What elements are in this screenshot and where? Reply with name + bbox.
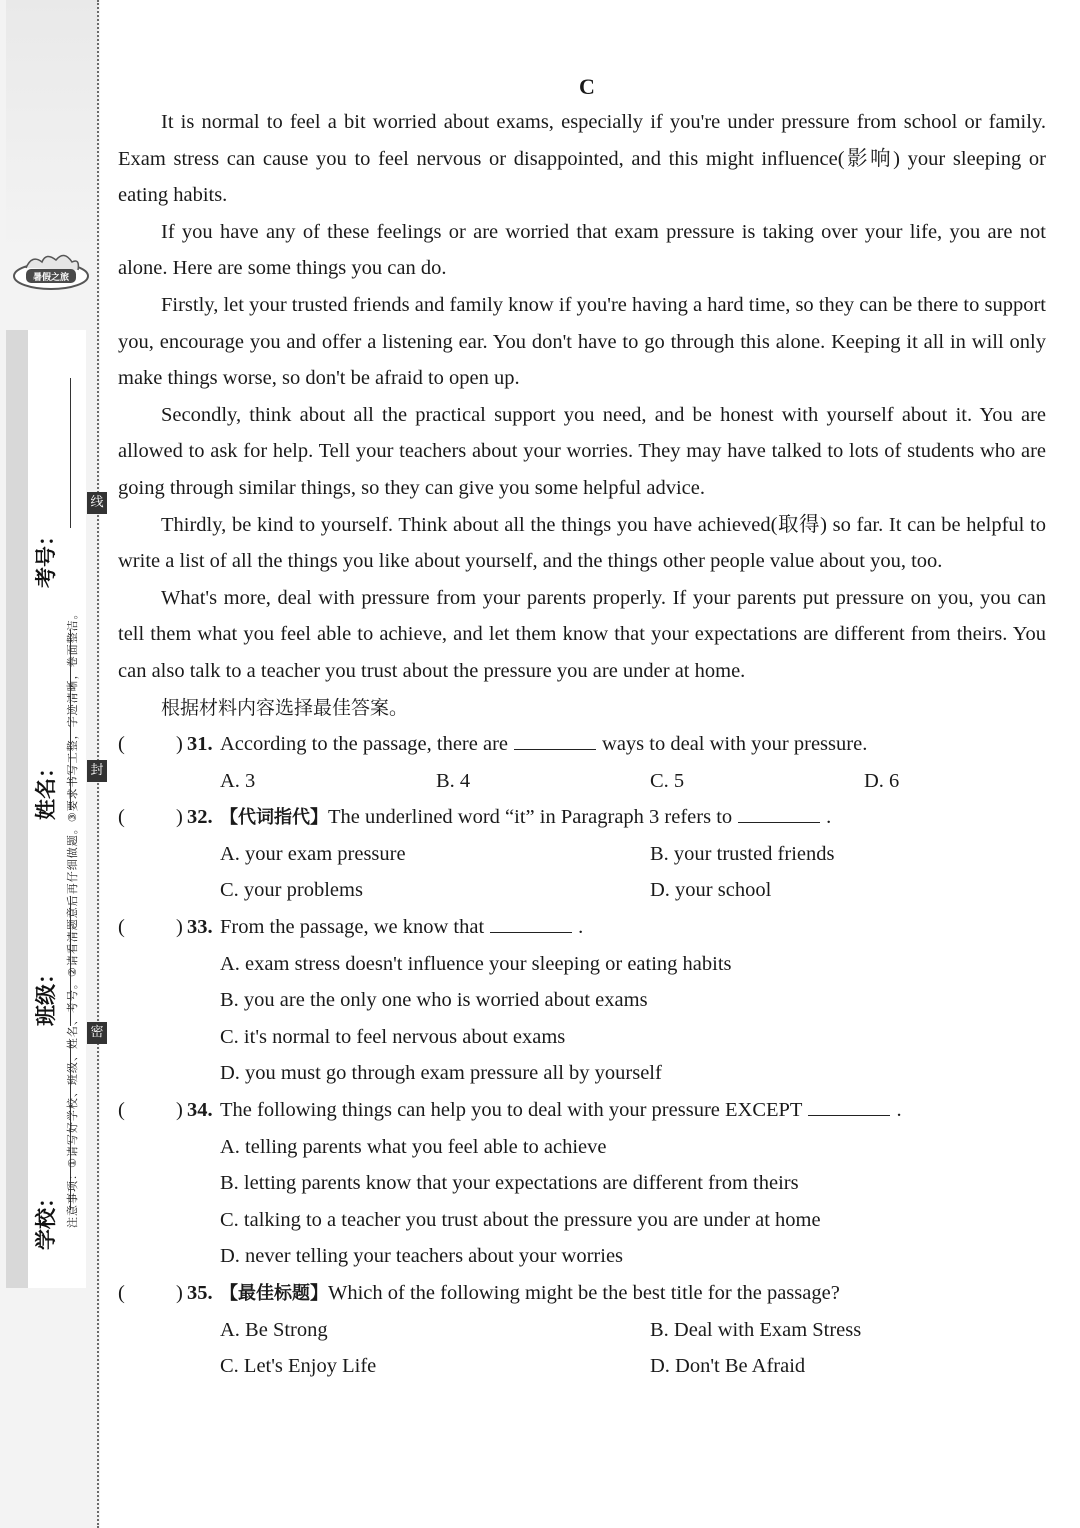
options-row xyxy=(118,1238,1046,1275)
stem-text: From the passage, we know that xyxy=(220,916,485,939)
question-35 xyxy=(118,1275,1046,1312)
option-b[interactable]: B. 4 xyxy=(436,769,471,792)
question-instruction: 根据材料内容选择最佳答案。 xyxy=(161,696,409,719)
answer-bracket-close: ) xyxy=(176,916,183,939)
seal-tag-seal: 封 xyxy=(87,760,107,782)
stem-text-after: . xyxy=(578,916,584,939)
exam-number-label: 考号： xyxy=(34,525,58,588)
stem-text-after: ways to deal with your pressure. xyxy=(602,733,868,756)
option-c[interactable]: C. it's normal to feel nervous about exams xyxy=(220,1025,566,1048)
stem-text-after: . xyxy=(896,1099,902,1122)
option-d[interactable]: D. 6 xyxy=(864,769,900,792)
option-b[interactable]: B. you are the only one who is worried about exams xyxy=(220,989,648,1012)
options-row xyxy=(118,946,1046,983)
passage-paragraph-2: If you have any of these feelings or are worried that exam pressure is taking over your life, you are not alone. Here are some things you can do. xyxy=(118,220,1046,280)
answer-blank[interactable] xyxy=(808,1093,890,1116)
passage-paragraph-1: It is normal to feel a bit worried about exams, especially if you're under pressure from school or family. Exam stress can cause you to feel nervous or disappointed, and this might influence(影响) your sleeping or eating habits. xyxy=(118,111,1046,207)
question-number: 34. xyxy=(187,1099,213,1122)
option-a[interactable]: A. your exam pressure xyxy=(220,842,406,865)
instructions-notes xyxy=(64,1210,80,1228)
school-label: 学校： xyxy=(34,1187,58,1250)
option-c[interactable]: C. your problems xyxy=(220,879,363,902)
options-row xyxy=(118,872,1046,909)
option-d[interactable]: D. never telling your teachers about your worries xyxy=(220,1245,624,1268)
options-row xyxy=(118,1312,1046,1349)
question-34 xyxy=(118,1092,1046,1129)
options-row xyxy=(118,836,1046,873)
stem-text-after: . xyxy=(826,806,832,829)
class-label: 班级： xyxy=(34,963,58,1026)
class-field[interactable] xyxy=(30,963,70,1206)
option-b[interactable]: B. Deal with Exam Stress xyxy=(650,1318,862,1341)
question-31 xyxy=(118,726,1046,763)
option-d[interactable]: D. you must go through exam pressure all by yourself xyxy=(220,1062,662,1085)
question-stem xyxy=(220,1275,840,1313)
option-c[interactable]: C. 5 xyxy=(650,769,685,792)
answer-blank[interactable] xyxy=(738,800,820,823)
exam-number-line xyxy=(70,378,71,528)
question-stem xyxy=(220,1092,902,1129)
options-row xyxy=(118,1202,1046,1239)
logo-text: 暑假之旅 xyxy=(32,273,70,283)
question-32 xyxy=(118,799,1046,836)
question-type-tag: 【最佳标题】 xyxy=(220,1283,328,1304)
passage-paragraph-3: Firstly, let your trusted friends and family know if you're having a hard time, so they can be there to support you, encourage you and offer a listening ear. You don't have to go through this alone. Keeping it all in will only make things worse, so don't be afraid to open up. xyxy=(118,293,1046,390)
option-b[interactable]: B. letting parents know that your expectations are different from theirs xyxy=(220,1172,799,1195)
stem-text: The underlined word “it” in Paragraph 3 refers to xyxy=(328,806,733,829)
answer-bracket-close: ) xyxy=(176,733,183,756)
option-a[interactable]: A. Be Strong xyxy=(220,1318,328,1341)
options-row xyxy=(118,763,1046,800)
question-number: 35. xyxy=(187,1282,213,1304)
options-row xyxy=(118,1019,1046,1056)
option-d[interactable]: D. Don't Be Afraid xyxy=(650,1355,806,1378)
options-row xyxy=(118,1348,1046,1385)
options-row xyxy=(118,1055,1046,1092)
margin-gray-band xyxy=(6,330,28,1288)
stem-text: Which of the following might be the best title for the passage? xyxy=(328,1282,840,1304)
option-a[interactable]: A. 3 xyxy=(220,769,256,792)
option-a[interactable]: A. telling parents what you feel able to achieve xyxy=(220,1135,607,1158)
question-type-tag: 【代词指代】 xyxy=(220,807,328,829)
question-stem xyxy=(220,909,583,946)
answer-bracket-open[interactable]: ( xyxy=(118,806,125,829)
margin-top-shade xyxy=(6,0,98,250)
seal-tag-secret: 密 xyxy=(87,1022,107,1044)
answer-blank[interactable] xyxy=(490,910,572,933)
question-33 xyxy=(118,909,1046,946)
school-field[interactable] xyxy=(30,1187,70,1430)
question-number: 32. xyxy=(187,806,213,829)
section-title: C xyxy=(579,74,595,99)
answer-bracket-close: ) xyxy=(176,1282,183,1304)
option-c[interactable]: C. Let's Enjoy Life xyxy=(220,1355,377,1378)
passage-paragraph-4: Secondly, think about all the practical support you need, and be honest with yourself about it. You are allowed to ask for help. Tell your teachers about your worries. They may have talked to lots of students who are going through similar things, so they can give you some helpful advice. xyxy=(118,403,1046,499)
question-number: 33. xyxy=(187,916,213,939)
option-c[interactable]: C. talking to a teacher you trust about the pressure you are under at home xyxy=(220,1208,821,1231)
answer-bracket-open[interactable]: ( xyxy=(118,1099,125,1122)
exam-number-field[interactable] xyxy=(30,525,70,708)
name-label: 姓名： xyxy=(34,757,58,820)
question-stem xyxy=(220,726,867,763)
question-stem xyxy=(220,799,831,837)
answer-bracket-close: ) xyxy=(176,806,183,829)
option-a[interactable]: A. exam stress doesn't influence your sleeping or eating habits xyxy=(220,952,732,975)
stem-text: According to the passage, there are xyxy=(220,733,509,756)
answer-bracket-open[interactable]: ( xyxy=(118,733,125,756)
summer-journey-logo xyxy=(12,248,90,292)
options-row xyxy=(118,1129,1046,1166)
passage-paragraph-6: What's more, deal with pressure from your parents properly. If your parents put pressure on you, you can tell them what you feel able to achieve, and let them know that your expectations are different from theirs. You can also talk to a teacher you trust about the pressure you are under at home. xyxy=(118,586,1046,682)
answer-blank[interactable] xyxy=(514,727,596,750)
options-row xyxy=(118,982,1046,1019)
options-row xyxy=(118,1165,1046,1202)
option-b[interactable]: B. your trusted friends xyxy=(650,842,835,865)
answer-bracket-open[interactable]: ( xyxy=(118,1282,125,1304)
worksheet-content xyxy=(118,70,1046,1385)
stem-text: The following things can help you to deal with your pressure EXCEPT xyxy=(220,1099,803,1122)
seal-tag-line: 线 xyxy=(87,492,107,514)
answer-bracket-open[interactable]: ( xyxy=(118,916,125,939)
option-d[interactable]: D. your school xyxy=(650,879,772,902)
answer-bracket-close: ) xyxy=(176,1099,183,1122)
passage-paragraph-5: Thirdly, be kind to yourself. Think about all the things you have achieved(取得) so far. It can be helpful to write a list of all the things you like about yourself, and the things other people value about you, too. xyxy=(118,513,1046,573)
question-number: 31. xyxy=(187,733,213,756)
